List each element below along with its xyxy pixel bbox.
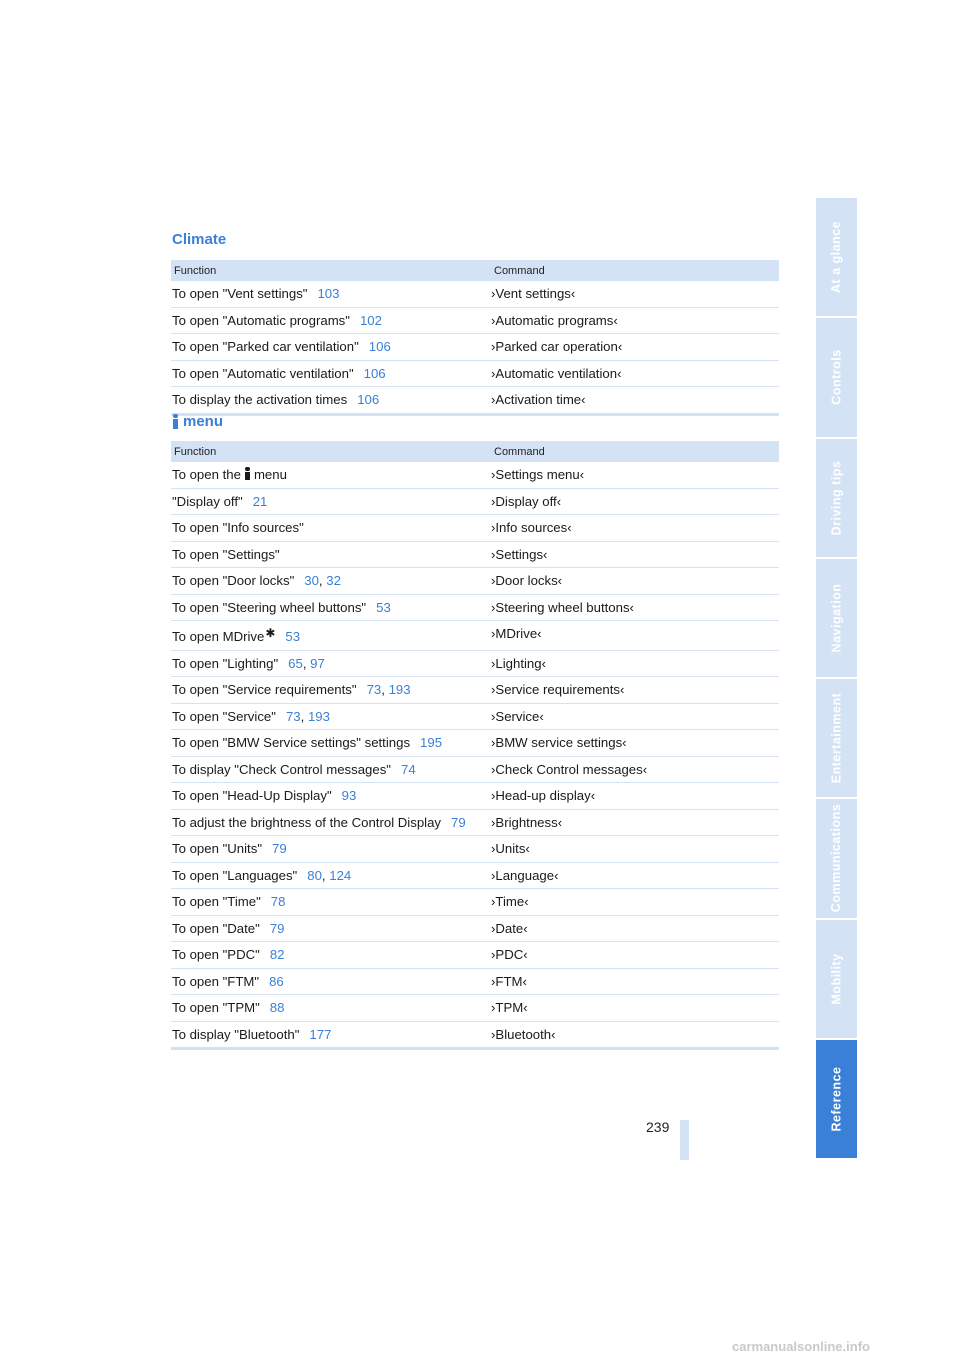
chapter-tab-label: Driving tips — [829, 460, 844, 536]
command-cell: ›Automatic programs‹ — [487, 307, 779, 334]
function-text: To open "Head-Up Display" — [172, 788, 332, 803]
command-header: Command — [487, 260, 779, 281]
chapter-tab-label: Entertainment — [829, 692, 844, 784]
command-cell: ›Service requirements‹ — [487, 677, 779, 704]
chapter-tab-controls[interactable] — [816, 318, 857, 436]
function-cell — [171, 836, 487, 863]
page-reference-link[interactable]: 193 — [307, 708, 330, 724]
table-row — [171, 995, 779, 1022]
command-cell: ›Units‹ — [487, 836, 779, 863]
command-cell: ›Parked car operation‹ — [487, 334, 779, 361]
function-cell — [171, 783, 487, 810]
optional-equipment-star-icon: ✱ — [265, 626, 276, 640]
function-cell — [171, 307, 487, 334]
page-reference-link[interactable]: 106 — [368, 339, 391, 354]
table-row — [171, 281, 779, 307]
function-text: To open "Service requirements" — [172, 682, 357, 697]
climate-table — [171, 260, 779, 416]
page-reference-link[interactable]: 21 — [252, 493, 268, 509]
table-row — [171, 515, 779, 542]
command-cell: ›Check Control messages‹ — [487, 756, 779, 783]
table-row — [171, 756, 779, 783]
table-row — [171, 650, 779, 677]
function-text: To open "Automatic programs" — [172, 312, 350, 328]
page-number: 239 — [646, 1119, 670, 1135]
function-cell — [171, 915, 487, 942]
info-i-icon — [172, 414, 179, 429]
table-row — [171, 730, 779, 757]
page-reference-link[interactable]: 97 — [310, 655, 325, 671]
page-reference-link[interactable]: 193 — [388, 682, 411, 697]
function-text: To display "Check Control messages" — [172, 761, 391, 777]
function-text: To open MDrive — [172, 629, 265, 644]
table-row — [171, 1021, 779, 1049]
function-text: To open "BMW Service settings" settings — [172, 735, 411, 750]
function-text: To open "Vent settings" — [172, 286, 308, 301]
page-reference-link[interactable]: 88 — [269, 1000, 285, 1015]
table-row — [171, 703, 779, 730]
table-row — [171, 783, 779, 810]
table-row — [171, 360, 779, 387]
function-text: To open "Units" — [172, 841, 262, 856]
command-cell: ›Activation time‹ — [487, 387, 779, 415]
page-reference-link[interactable]: 195 — [420, 735, 443, 750]
function-text: To open "Info sources" — [172, 520, 304, 535]
table-row — [171, 889, 779, 916]
function-cell — [171, 621, 487, 651]
chapter-tab-label: Mobility — [829, 953, 844, 1005]
command-header: Command — [487, 441, 779, 462]
page-reference-link[interactable]: 82 — [269, 947, 285, 962]
chapter-tab-reference[interactable] — [816, 1040, 857, 1158]
table-row — [171, 621, 779, 651]
page-reference-link[interactable]: 30 — [304, 573, 319, 588]
table-row — [171, 541, 779, 568]
function-cell — [171, 541, 487, 568]
climate-section-title: Climate — [172, 231, 227, 248]
chapter-tab-label: Navigation — [829, 583, 844, 653]
chapter-tab-bar — [816, 198, 857, 1160]
command-cell: ›Automatic ventilation‹ — [487, 360, 779, 387]
function-cell — [171, 462, 487, 488]
function-cell — [171, 281, 487, 307]
command-cell: ›Service‹ — [487, 703, 779, 730]
function-text: To open "Steering wheel buttons" — [172, 599, 367, 615]
command-cell: ›Display off‹ — [487, 488, 779, 515]
page-reference-link[interactable]: 106 — [363, 365, 386, 381]
page-reference-link[interactable]: 53 — [285, 629, 301, 644]
page-reference-link[interactable]: 78 — [270, 894, 286, 909]
function-text: To open "Lighting" — [172, 655, 279, 671]
page-reference-link[interactable]: 80 — [307, 867, 322, 883]
chapter-tab-at-a-glance[interactable] — [816, 198, 857, 316]
page-reference-link[interactable]: 102 — [359, 312, 382, 328]
command-cell: ›Lighting‹ — [487, 650, 779, 677]
function-text: menu — [253, 467, 287, 482]
imenu-section-title: menu — [172, 413, 223, 430]
table-row — [171, 307, 779, 334]
page-reference-link[interactable]: 65 — [288, 655, 303, 671]
command-cell: ›Vent settings‹ — [487, 281, 779, 307]
page-reference-link[interactable]: 79 — [451, 814, 466, 830]
function-cell — [171, 730, 487, 757]
table-row — [171, 836, 779, 863]
table-header — [171, 441, 779, 462]
command-cell: ›Head-up display‹ — [487, 783, 779, 810]
command-cell: ›Steering wheel buttons‹ — [487, 594, 779, 621]
function-cell — [171, 889, 487, 916]
function-cell — [171, 334, 487, 361]
chapter-tab-label: Communications — [829, 804, 844, 913]
function-cell — [171, 1021, 487, 1049]
table-row — [171, 809, 779, 836]
function-text: To adjust the brightness of the Control Display — [172, 814, 442, 830]
function-text: To open "FTM" — [172, 973, 260, 989]
table-row — [171, 334, 779, 361]
function-text: To open the — [172, 467, 241, 482]
function-text: To display the activation times — [172, 392, 348, 407]
function-text: To open "Settings" — [172, 546, 280, 562]
function-cell — [171, 756, 487, 783]
info-i-icon — [244, 467, 251, 480]
function-text: To open "Automatic ventilation" — [172, 365, 354, 381]
function-cell — [171, 488, 487, 515]
chapter-tab-label: At a glance — [829, 221, 844, 294]
table-row — [171, 387, 779, 415]
table-row — [171, 568, 779, 595]
function-cell: To open "Service requirements" 73, 193 — [171, 677, 487, 704]
page-reference-link[interactable]: 53 — [376, 599, 391, 615]
function-text: To display "Bluetooth" — [172, 1026, 300, 1042]
command-cell: ›Bluetooth‹ — [487, 1021, 779, 1049]
command-cell: ›Brightness‹ — [487, 809, 779, 836]
function-text: To open "Service" — [172, 708, 276, 724]
function-text: To open "Languages" — [172, 867, 298, 883]
function-cell — [171, 809, 487, 836]
table-row — [171, 942, 779, 969]
imenu-table — [171, 441, 779, 1050]
page-reference-link[interactable]: 93 — [341, 788, 357, 803]
command-cell: ›FTM‹ — [487, 968, 779, 995]
function-cell — [171, 942, 487, 969]
page-reference-link[interactable]: 73 — [366, 682, 382, 697]
function-text: To open "Date" — [172, 920, 260, 936]
function-cell — [171, 387, 487, 415]
function-text: "Display off" — [172, 493, 243, 509]
chapter-tab-mobility[interactable] — [816, 920, 857, 1038]
page-reference-link[interactable]: 74 — [401, 761, 416, 777]
command-cell: ›Time‹ — [487, 889, 779, 916]
page-number-bar — [680, 1120, 689, 1160]
table-row — [171, 462, 779, 488]
chapter-tab-label: Controls — [829, 349, 844, 406]
command-cell: ›MDrive‹ — [487, 621, 779, 651]
function-cell: To open "Languages" 80, 124 — [171, 862, 487, 889]
page-reference-link[interactable]: 106 — [357, 392, 380, 407]
function-text: To open "Parked car ventilation" — [172, 339, 359, 354]
function-cell — [171, 968, 487, 995]
command-cell: ›Date‹ — [487, 915, 779, 942]
function-text: To open "PDC" — [172, 947, 260, 962]
chapter-tab-communications[interactable] — [816, 799, 857, 917]
chapter-tab-entertainment[interactable] — [816, 679, 857, 797]
command-cell: ›BMW service settings‹ — [487, 730, 779, 757]
command-cell: ›PDC‹ — [487, 942, 779, 969]
page-reference-link[interactable]: 177 — [309, 1026, 332, 1042]
table-header — [171, 260, 779, 281]
function-cell: To open "Lighting" 65, 97 — [171, 650, 487, 677]
function-cell: To open "Service" 73, 193 — [171, 703, 487, 730]
function-text: To open "Door locks" — [172, 573, 295, 588]
function-header: Function — [171, 260, 487, 281]
function-header: Function — [171, 441, 487, 462]
function-text: To open "TPM" — [172, 1000, 260, 1015]
chapter-tab-label: Reference — [829, 1066, 844, 1132]
function-text: To open "Time" — [172, 894, 261, 909]
table-row — [171, 915, 779, 942]
command-cell: ›Settings‹ — [487, 541, 779, 568]
page-reference-link[interactable]: 79 — [269, 920, 285, 936]
page-reference-link[interactable]: 79 — [272, 841, 287, 856]
command-cell: ›Settings menu‹ — [487, 462, 779, 488]
table-row — [171, 488, 779, 515]
command-cell: ›TPM‹ — [487, 995, 779, 1022]
table-row — [171, 968, 779, 995]
page-reference-link[interactable]: 73 — [285, 708, 301, 724]
function-cell — [171, 594, 487, 621]
watermark: carmanualsonline.info — [732, 1339, 870, 1354]
table-row — [171, 862, 779, 889]
function-cell — [171, 360, 487, 387]
function-cell: To open "Door locks" 30, 32 — [171, 568, 487, 595]
function-cell — [171, 995, 487, 1022]
page-reference-link[interactable]: 103 — [317, 286, 340, 301]
page-reference-link[interactable]: 32 — [326, 573, 341, 588]
command-cell: ›Language‹ — [487, 862, 779, 889]
table-row — [171, 677, 779, 704]
chapter-tab-driving-tips[interactable] — [816, 439, 857, 557]
command-cell: ›Info sources‹ — [487, 515, 779, 542]
table-row — [171, 594, 779, 621]
page-reference-link[interactable]: 86 — [269, 973, 284, 989]
function-cell — [171, 515, 487, 542]
chapter-tab-navigation[interactable] — [816, 559, 857, 677]
command-cell: ›Door locks‹ — [487, 568, 779, 595]
page-reference-link[interactable]: 124 — [329, 867, 352, 883]
